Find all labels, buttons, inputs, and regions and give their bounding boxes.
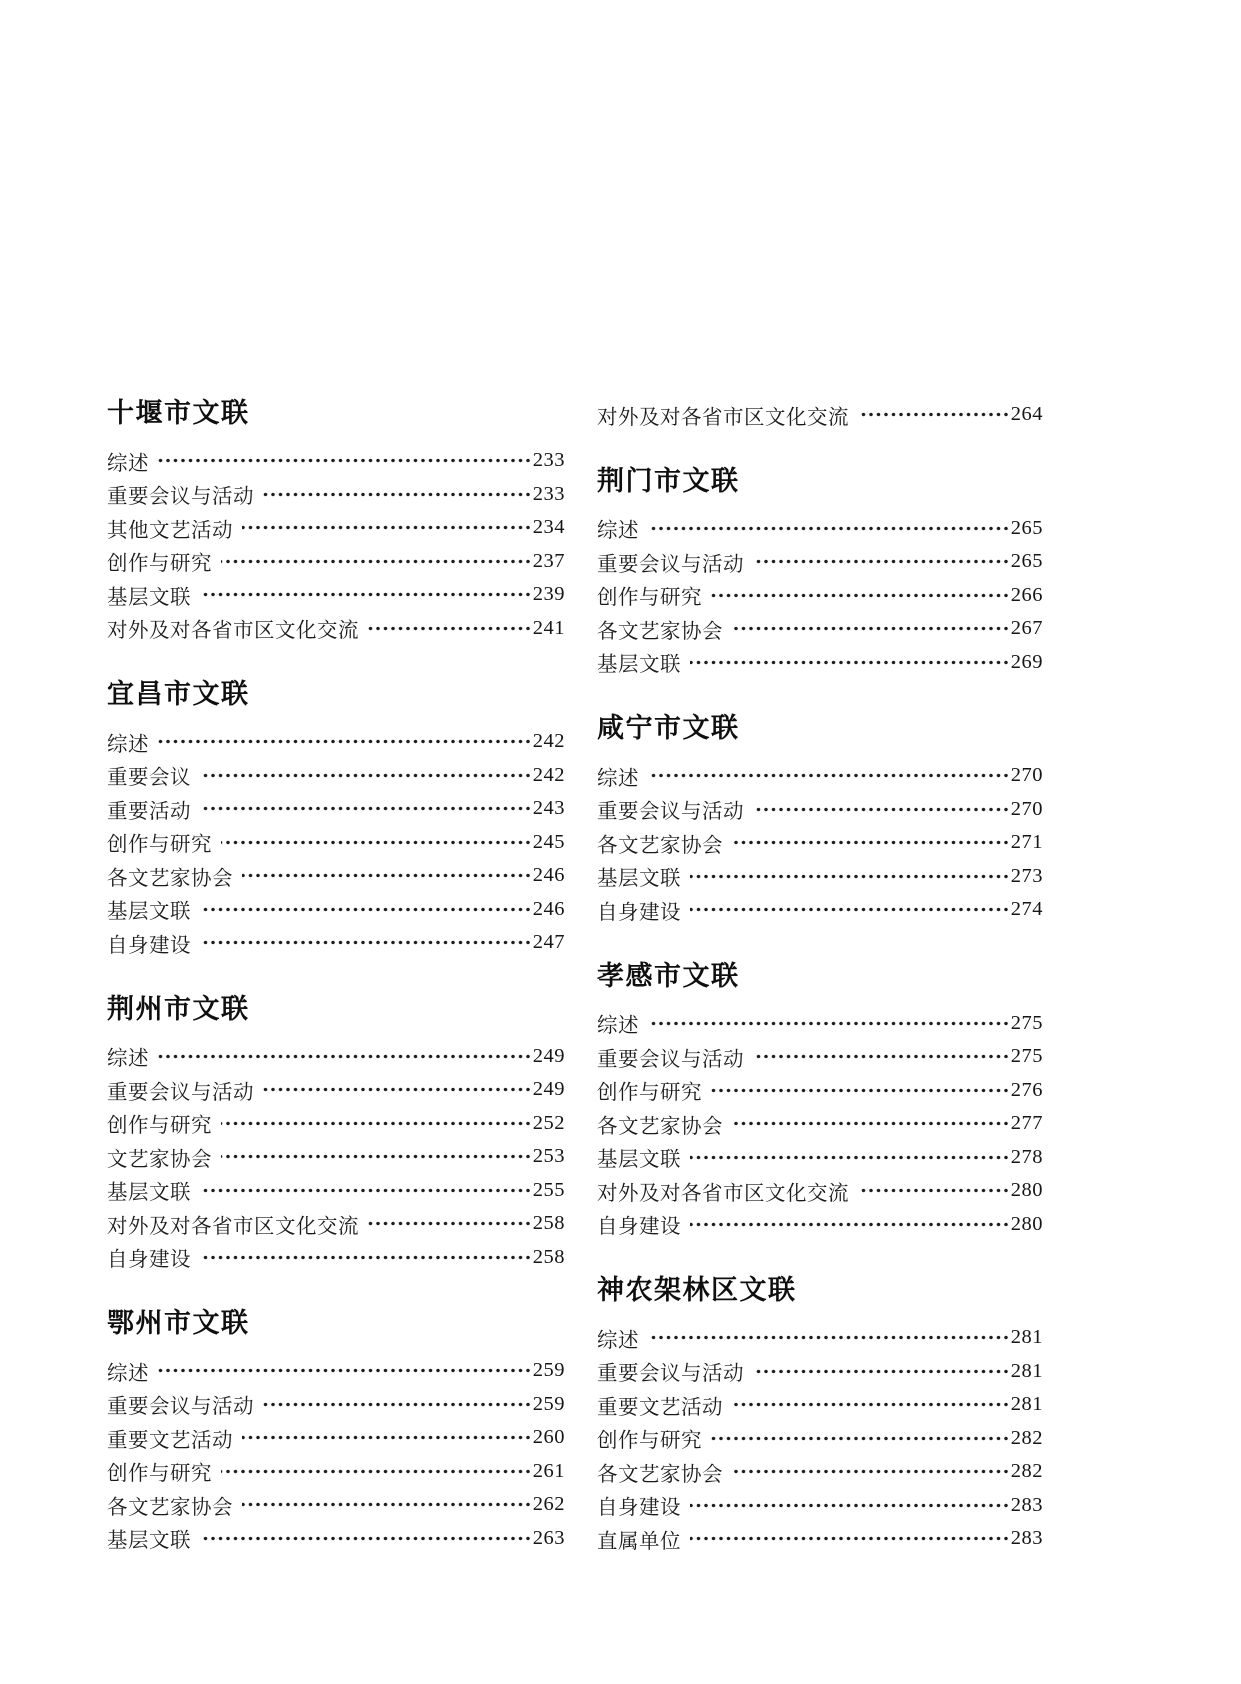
toc-entry-page: 237	[532, 549, 565, 572]
section-heading: 十堰市文联	[107, 398, 250, 428]
toc-entry-label: 综述	[107, 452, 149, 475]
toc-entry-label: 创作与研究	[107, 1115, 212, 1138]
toc-entry-page: 263	[532, 1526, 565, 1549]
dot-leader	[648, 1007, 1010, 1041]
dot-leader	[690, 646, 1010, 680]
dot-leader	[690, 860, 1010, 894]
toc-entry-label: 对外及对各省市区文化交流	[597, 406, 849, 429]
toc-entry	[107, 1241, 565, 1275]
toc-entry-page: 270	[1010, 764, 1043, 787]
section-heading: 孝感市文联	[597, 960, 740, 991]
dot-leader	[200, 926, 532, 960]
toc-entry-page: 274	[1010, 898, 1043, 921]
toc-entry-page: 270	[1010, 797, 1043, 820]
section-heading: 荆门市文联	[597, 465, 740, 496]
toc-entry	[597, 860, 1043, 894]
toc-entry-page: 249	[532, 1078, 565, 1101]
dot-leader	[221, 826, 532, 860]
dot-leader	[263, 478, 532, 512]
toc-entry-label: 对外及对各省市区文化交流	[107, 1215, 359, 1238]
toc-entry-page: 281	[1010, 1359, 1043, 1382]
toc-entry-page: 241	[532, 616, 565, 639]
dot-leader	[200, 893, 532, 927]
toc-entry-label: 重要活动	[107, 800, 191, 823]
dot-leader	[753, 545, 1010, 579]
toc-entry-page: 260	[532, 1426, 565, 1449]
section-heading: 神农架林区文联	[597, 1275, 797, 1305]
toc-entry-label: 自身建设	[597, 1497, 681, 1520]
toc-entry-label: 创作与研究	[107, 834, 212, 857]
toc-entry	[107, 859, 565, 893]
toc-entry-page: 281	[1010, 1393, 1043, 1416]
toc-entry-label: 文艺家协会	[107, 1148, 212, 1171]
toc-entry-label: 对外及对各省市区文化交流	[107, 620, 359, 643]
toc-entry	[107, 893, 565, 927]
toc-entry-label: 自身建设	[107, 1249, 191, 1272]
toc-entry-page: 253	[532, 1145, 565, 1168]
dot-leader	[732, 1388, 1010, 1422]
toc-entry	[597, 1321, 1043, 1355]
toc-entry-label: 基层文联	[107, 901, 191, 924]
toc-entry	[107, 1073, 565, 1107]
dot-leader	[221, 1107, 532, 1141]
toc-entry	[107, 545, 565, 579]
dot-leader	[858, 398, 1010, 432]
dot-leader	[158, 444, 532, 478]
dot-leader	[200, 759, 532, 793]
toc-entry-label: 重要文艺活动	[107, 1429, 233, 1452]
toc-entry	[597, 826, 1043, 860]
toc-entry	[107, 1207, 565, 1241]
toc-entry	[597, 793, 1043, 827]
toc-entry-label: 自身建设	[107, 934, 191, 957]
toc-entry-label: 对外及对各省市区文化交流	[597, 1182, 849, 1205]
toc-entry	[107, 759, 565, 793]
toc-entry-page: 281	[1010, 1326, 1043, 1349]
dot-leader	[200, 792, 532, 826]
toc-entry-label: 自身建设	[597, 901, 681, 924]
dot-leader	[200, 578, 532, 612]
toc-entry-page: 275	[1010, 1045, 1043, 1068]
dot-leader	[690, 1489, 1010, 1523]
toc-entry-page: 283	[1010, 1527, 1043, 1550]
toc-entry-page: 282	[1010, 1426, 1043, 1449]
toc-entry-page: 283	[1010, 1493, 1043, 1516]
toc-entry-label: 基层文联	[107, 586, 191, 609]
toc-entry	[597, 398, 1043, 432]
toc-entry-label: 重要会议与活动	[597, 1363, 744, 1386]
toc-entry-page: 249	[532, 1044, 565, 1067]
toc-entry-page: 277	[1010, 1112, 1043, 1135]
dot-leader	[368, 612, 532, 646]
toc-entry-page: 242	[532, 730, 565, 753]
dot-leader	[263, 1073, 532, 1107]
dot-leader	[648, 512, 1010, 546]
toc-entry-label: 重要文艺活动	[597, 1396, 723, 1419]
dot-leader	[690, 1141, 1010, 1175]
toc-entry	[597, 1208, 1043, 1242]
toc-entry-label: 综述	[107, 733, 149, 756]
toc-entry	[107, 926, 565, 960]
toc-entry-page: 278	[1010, 1145, 1043, 1168]
toc-entry-label: 创作与研究	[597, 587, 702, 610]
toc-entry-page: 233	[532, 449, 565, 472]
toc-entry-page: 266	[1010, 583, 1043, 606]
toc-entry-label: 创作与研究	[107, 553, 212, 576]
toc-entry	[107, 1388, 565, 1422]
dot-leader	[711, 1422, 1010, 1456]
section-heading: 鄂州市文联	[107, 1308, 250, 1338]
toc-entry-page: 261	[532, 1459, 565, 1482]
toc-entry	[597, 1455, 1043, 1489]
toc-entry	[107, 612, 565, 646]
toc-entry-page: 247	[532, 931, 565, 954]
dot-leader	[711, 1074, 1010, 1108]
toc-entry-label: 创作与研究	[597, 1082, 702, 1105]
toc-entry-label: 创作与研究	[597, 1430, 702, 1453]
toc-entry	[107, 478, 565, 512]
toc-entry	[597, 1388, 1043, 1422]
toc-entry	[107, 1107, 565, 1141]
toc-entry	[107, 725, 565, 759]
toc-entry-label: 综述	[597, 1329, 639, 1352]
toc-entry	[107, 1354, 565, 1388]
section-heading: 宜昌市文联	[107, 679, 250, 709]
toc-entry	[107, 826, 565, 860]
toc-entry	[107, 578, 565, 612]
section-heading: 荆州市文联	[107, 993, 250, 1024]
toc-entry	[107, 444, 565, 478]
toc-entry-page: 264	[1010, 403, 1043, 426]
dot-leader	[221, 1455, 532, 1489]
toc-entry	[597, 612, 1043, 646]
toc-entry	[597, 1107, 1043, 1141]
toc-entry-label: 各文艺家协会	[597, 834, 723, 857]
toc-column-right	[597, 398, 1043, 1556]
toc-entry-page: 262	[532, 1493, 565, 1516]
toc-entry	[107, 1522, 565, 1556]
toc-entry-page: 273	[1010, 864, 1043, 887]
dot-leader	[242, 511, 532, 545]
toc-entry-page: 255	[532, 1178, 565, 1201]
toc-entry-page: 246	[532, 897, 565, 920]
dot-leader	[221, 1140, 532, 1174]
toc-container	[107, 398, 1043, 1556]
dot-leader	[200, 1522, 532, 1556]
toc-entry	[597, 893, 1043, 927]
toc-entry-label: 各文艺家协会	[107, 1496, 233, 1519]
dot-leader	[690, 893, 1010, 927]
toc-entry-page: 243	[532, 797, 565, 820]
toc-entry-page: 265	[1010, 516, 1043, 539]
dot-leader	[732, 826, 1010, 860]
toc-entry	[597, 545, 1043, 579]
toc-entry-page: 246	[532, 864, 565, 887]
toc-entry-page: 282	[1010, 1460, 1043, 1483]
toc-entry	[597, 1522, 1043, 1556]
toc-entry-page: 245	[532, 830, 565, 853]
toc-entry-label: 其他文艺活动	[107, 519, 233, 542]
toc-entry	[597, 1040, 1043, 1074]
toc-entry-label: 重要会议与活动	[107, 1081, 254, 1104]
toc-entry-page: 258	[532, 1212, 565, 1235]
toc-entry-label: 重要会议与活动	[107, 486, 254, 509]
toc-entry	[107, 1140, 565, 1174]
toc-entry	[597, 579, 1043, 613]
dot-leader	[221, 545, 532, 579]
toc-entry-label: 基层文联	[597, 654, 681, 677]
toc-entry-label: 各文艺家协会	[597, 1463, 723, 1486]
dot-leader	[732, 612, 1010, 646]
toc-entry-label: 重要会议与活动	[597, 553, 744, 576]
toc-entry-page: 275	[1010, 1011, 1043, 1034]
toc-entry-label: 重要会议与活动	[107, 1396, 254, 1419]
dot-leader	[690, 1522, 1010, 1556]
dot-leader	[158, 1354, 532, 1388]
toc-entry-page: 258	[532, 1245, 565, 1268]
toc-entry-page: 267	[1010, 617, 1043, 640]
toc-entry	[597, 512, 1043, 546]
dot-leader	[753, 1040, 1010, 1074]
toc-entry	[597, 759, 1043, 793]
toc-entry-label: 自身建设	[597, 1216, 681, 1239]
toc-entry	[107, 792, 565, 826]
toc-entry-label: 基层文联	[107, 1182, 191, 1205]
toc-entry-page: 276	[1010, 1078, 1043, 1101]
dot-leader	[753, 793, 1010, 827]
toc-entry	[107, 1455, 565, 1489]
toc-entry-label: 创作与研究	[107, 1463, 212, 1486]
toc-entry-label: 综述	[597, 1015, 639, 1038]
toc-entry-page: 259	[532, 1392, 565, 1415]
toc-entry-label: 综述	[107, 1362, 149, 1385]
toc-entry-label: 各文艺家协会	[597, 620, 723, 643]
section-heading: 咸宁市文联	[597, 713, 740, 743]
toc-entry	[597, 1074, 1043, 1108]
dot-leader	[242, 1488, 532, 1522]
dot-leader	[711, 579, 1010, 613]
toc-entry-page: 271	[1010, 831, 1043, 854]
toc-entry	[107, 1488, 565, 1522]
toc-entry-label: 重要会议与活动	[597, 801, 744, 824]
toc-entry	[107, 1421, 565, 1455]
dot-leader	[648, 1321, 1010, 1355]
toc-entry	[107, 1174, 565, 1208]
toc-entry-page: 259	[532, 1359, 565, 1382]
toc-entry-label: 综述	[597, 767, 639, 790]
dot-leader	[690, 1208, 1010, 1242]
dot-leader	[858, 1174, 1010, 1208]
dot-leader	[158, 725, 532, 759]
toc-entry-page: 280	[1010, 1212, 1043, 1235]
toc-entry-label: 重要会议与活动	[597, 1048, 744, 1071]
toc-entry	[107, 1040, 565, 1074]
toc-entry-page: 269	[1010, 650, 1043, 673]
toc-entry	[107, 511, 565, 545]
dot-leader	[648, 759, 1010, 793]
dot-leader	[368, 1207, 532, 1241]
toc-entry	[597, 1489, 1043, 1523]
toc-entry-label: 各文艺家协会	[597, 1115, 723, 1138]
dot-leader	[200, 1241, 532, 1275]
toc-entry-label: 综述	[107, 1048, 149, 1071]
toc-entry-page: 239	[532, 583, 565, 606]
toc-entry	[597, 1007, 1043, 1041]
dot-leader	[242, 859, 532, 893]
toc-entry	[597, 1422, 1043, 1456]
toc-entry	[597, 1355, 1043, 1389]
toc-entry-label: 直属单位	[597, 1530, 681, 1553]
toc-entry-page: 234	[532, 516, 565, 539]
dot-leader	[732, 1455, 1010, 1489]
toc-entry-page: 265	[1010, 550, 1043, 573]
toc-entry-label: 基层文联	[597, 1149, 681, 1172]
toc-entry-page: 252	[532, 1111, 565, 1134]
toc-entry-label: 综述	[597, 520, 639, 543]
dot-leader	[753, 1355, 1010, 1389]
toc-entry	[597, 646, 1043, 680]
toc-entry-page: 242	[532, 763, 565, 786]
toc-entry	[597, 1174, 1043, 1208]
dot-leader	[242, 1421, 532, 1455]
toc-entry-label: 重要会议	[107, 767, 191, 790]
dot-leader	[200, 1174, 532, 1208]
toc-entry-label: 各文艺家协会	[107, 867, 233, 890]
dot-leader	[732, 1107, 1010, 1141]
toc-column-left	[107, 398, 565, 1555]
toc-entry-page: 233	[532, 482, 565, 505]
dot-leader	[158, 1040, 532, 1074]
dot-leader	[263, 1388, 532, 1422]
toc-entry-label: 基层文联	[597, 868, 681, 891]
toc-entry	[597, 1141, 1043, 1175]
toc-entry-label: 基层文联	[107, 1530, 191, 1553]
toc-entry-page: 280	[1010, 1179, 1043, 1202]
